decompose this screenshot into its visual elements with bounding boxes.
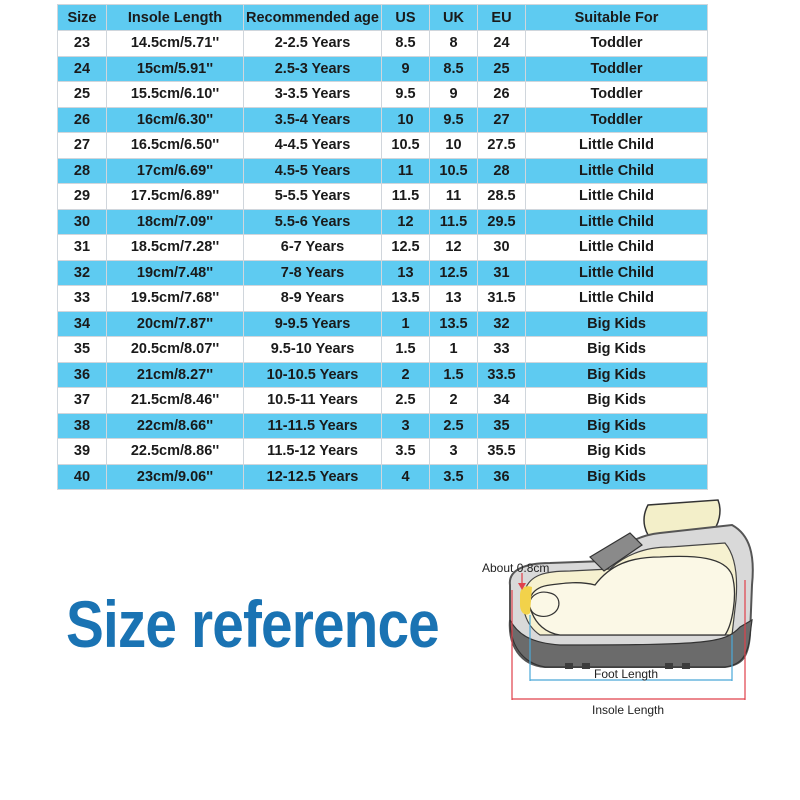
table-cell: 36 bbox=[478, 464, 526, 490]
toe-gap-label: About 0.8cm bbox=[482, 561, 550, 575]
table-row bbox=[58, 337, 708, 363]
table-cell: 27.5 bbox=[478, 133, 526, 159]
table-cell: 25 bbox=[478, 56, 526, 82]
table-cell: 17cm/6.69'' bbox=[107, 158, 244, 184]
table-row bbox=[58, 31, 708, 57]
table-row bbox=[58, 388, 708, 414]
table-cell: 26 bbox=[58, 107, 107, 133]
table-cell: 18.5cm/7.28'' bbox=[107, 235, 244, 261]
table-cell: 28 bbox=[478, 158, 526, 184]
table-cell: 16.5cm/6.50'' bbox=[107, 133, 244, 159]
table-cell: 32 bbox=[58, 260, 107, 286]
table-cell: 13.5 bbox=[382, 286, 430, 312]
table-row bbox=[58, 413, 708, 439]
table-cell: 31 bbox=[58, 235, 107, 261]
table-body bbox=[58, 31, 708, 490]
table-cell: 5-5.5 Years bbox=[244, 184, 382, 210]
table-cell: 11.5-12 Years bbox=[244, 439, 382, 465]
table-cell: 35.5 bbox=[478, 439, 526, 465]
table-cell: 12-12.5 Years bbox=[244, 464, 382, 490]
table-row bbox=[58, 133, 708, 159]
table-cell: 19.5cm/7.68'' bbox=[107, 286, 244, 312]
table-cell: 35 bbox=[478, 413, 526, 439]
table-cell: 3.5 bbox=[382, 439, 430, 465]
table-cell: Toddler bbox=[526, 56, 708, 82]
column-header: Recommended age bbox=[244, 5, 382, 31]
table-cell: 31.5 bbox=[478, 286, 526, 312]
table-cell: 2.5 bbox=[382, 388, 430, 414]
table-cell: 3 bbox=[382, 413, 430, 439]
table-cell: 23cm/9.06'' bbox=[107, 464, 244, 490]
column-header: UK bbox=[430, 5, 478, 31]
table-cell: Little Child bbox=[526, 133, 708, 159]
table-cell: 32 bbox=[478, 311, 526, 337]
table-cell: 30 bbox=[58, 209, 107, 235]
shoe-measurement-diagram bbox=[470, 495, 790, 725]
table-cell: Big Kids bbox=[526, 337, 708, 363]
table-cell: 10.5-11 Years bbox=[244, 388, 382, 414]
table-cell: 10.5 bbox=[382, 133, 430, 159]
table-cell: 13 bbox=[430, 286, 478, 312]
table-row bbox=[58, 439, 708, 465]
table-cell: 28.5 bbox=[478, 184, 526, 210]
table-row bbox=[58, 158, 708, 184]
table-cell: Little Child bbox=[526, 184, 708, 210]
table-cell: 3 bbox=[430, 439, 478, 465]
table-cell: 29 bbox=[58, 184, 107, 210]
table-cell: 17.5cm/6.89'' bbox=[107, 184, 244, 210]
table-cell: 12.5 bbox=[382, 235, 430, 261]
table-row bbox=[58, 260, 708, 286]
table-header-row bbox=[58, 5, 708, 31]
table-cell: 34 bbox=[58, 311, 107, 337]
table-row bbox=[58, 286, 708, 312]
table-cell: 11 bbox=[382, 158, 430, 184]
table-cell: 2 bbox=[382, 362, 430, 388]
table-cell: 39 bbox=[58, 439, 107, 465]
table-cell: 19cm/7.48'' bbox=[107, 260, 244, 286]
table-cell: 13.5 bbox=[430, 311, 478, 337]
insole-length-label: Insole Length bbox=[592, 703, 665, 717]
table-cell: 1.5 bbox=[382, 337, 430, 363]
table-cell: 40 bbox=[58, 464, 107, 490]
table-cell: 3.5 bbox=[430, 464, 478, 490]
table-cell: Little Child bbox=[526, 235, 708, 261]
table-cell: 8.5 bbox=[430, 56, 478, 82]
table-cell: 9 bbox=[430, 82, 478, 108]
table-cell: Toddler bbox=[526, 107, 708, 133]
table-cell: 7-8 Years bbox=[244, 260, 382, 286]
table-cell: Big Kids bbox=[526, 413, 708, 439]
table-cell: 9.5 bbox=[382, 82, 430, 108]
table-cell: 8 bbox=[430, 31, 478, 57]
table-cell: 23 bbox=[58, 31, 107, 57]
table-cell: 37 bbox=[58, 388, 107, 414]
table-cell: Little Child bbox=[526, 286, 708, 312]
table-cell: 20cm/7.87'' bbox=[107, 311, 244, 337]
table-cell: Big Kids bbox=[526, 388, 708, 414]
table-cell: 9.5 bbox=[430, 107, 478, 133]
table-cell: 8-9 Years bbox=[244, 286, 382, 312]
table-row bbox=[58, 82, 708, 108]
table-cell: 9.5-10 Years bbox=[244, 337, 382, 363]
table-cell: 11.5 bbox=[430, 209, 478, 235]
table-cell: 21.5cm/8.46'' bbox=[107, 388, 244, 414]
toe-padding bbox=[520, 586, 532, 614]
table-cell: 12.5 bbox=[430, 260, 478, 286]
column-header: Size bbox=[58, 5, 107, 31]
table-cell: 18cm/7.09'' bbox=[107, 209, 244, 235]
table-cell: 33 bbox=[478, 337, 526, 363]
table-cell: 31 bbox=[478, 260, 526, 286]
table-cell: Big Kids bbox=[526, 464, 708, 490]
table-cell: 12 bbox=[430, 235, 478, 261]
table-cell: 22cm/8.66'' bbox=[107, 413, 244, 439]
table-cell: 9 bbox=[382, 56, 430, 82]
table-row bbox=[58, 107, 708, 133]
size-chart-table bbox=[57, 4, 708, 490]
table-cell: 6-7 Years bbox=[244, 235, 382, 261]
column-header: US bbox=[382, 5, 430, 31]
table-cell: 24 bbox=[58, 56, 107, 82]
foot-length-label: Foot Length bbox=[594, 667, 659, 681]
table-cell: 3.5-4 Years bbox=[244, 107, 382, 133]
table-cell: 14.5cm/5.71'' bbox=[107, 31, 244, 57]
table-cell: 2.5 bbox=[430, 413, 478, 439]
table-cell: 10 bbox=[382, 107, 430, 133]
table-cell: 27 bbox=[58, 133, 107, 159]
table-cell: Toddler bbox=[526, 82, 708, 108]
table-cell: 11.5 bbox=[382, 184, 430, 210]
table-cell: 1 bbox=[382, 311, 430, 337]
table-cell: 36 bbox=[58, 362, 107, 388]
table-cell: 10-10.5 Years bbox=[244, 362, 382, 388]
table-row bbox=[58, 209, 708, 235]
table-cell: 15cm/5.91'' bbox=[107, 56, 244, 82]
table-cell: 27 bbox=[478, 107, 526, 133]
table-cell: 4 bbox=[382, 464, 430, 490]
toe-shape bbox=[530, 592, 559, 616]
table-cell: 33.5 bbox=[478, 362, 526, 388]
table-cell: 11 bbox=[430, 184, 478, 210]
table-row bbox=[58, 235, 708, 261]
table-cell: 28 bbox=[58, 158, 107, 184]
size-reference-title: Size reference bbox=[66, 587, 439, 661]
table-cell: 30 bbox=[478, 235, 526, 261]
table-cell: 1.5 bbox=[430, 362, 478, 388]
table-cell: 2.5-3 Years bbox=[244, 56, 382, 82]
table-cell: 5.5-6 Years bbox=[244, 209, 382, 235]
table-cell: 33 bbox=[58, 286, 107, 312]
table-row bbox=[58, 311, 708, 337]
table-cell: 4.5-5 Years bbox=[244, 158, 382, 184]
table-cell: 4-4.5 Years bbox=[244, 133, 382, 159]
table-cell: 25 bbox=[58, 82, 107, 108]
table-cell: Big Kids bbox=[526, 311, 708, 337]
table-cell: 11-11.5 Years bbox=[244, 413, 382, 439]
table-cell: 10.5 bbox=[430, 158, 478, 184]
table-row bbox=[58, 362, 708, 388]
column-header: Suitable For bbox=[526, 5, 708, 31]
table-cell: 34 bbox=[478, 388, 526, 414]
table-row bbox=[58, 56, 708, 82]
table-cell: 35 bbox=[58, 337, 107, 363]
table-cell: Toddler bbox=[526, 31, 708, 57]
table-row bbox=[58, 464, 708, 490]
table-cell: 29.5 bbox=[478, 209, 526, 235]
table-cell: 2 bbox=[430, 388, 478, 414]
table-cell: 8.5 bbox=[382, 31, 430, 57]
column-header: Insole Length bbox=[107, 5, 244, 31]
table-cell: Little Child bbox=[526, 209, 708, 235]
table-cell: 24 bbox=[478, 31, 526, 57]
table-cell: 15.5cm/6.10'' bbox=[107, 82, 244, 108]
table-cell: Little Child bbox=[526, 158, 708, 184]
table-cell: 21cm/8.27'' bbox=[107, 362, 244, 388]
table-cell: 20.5cm/8.07'' bbox=[107, 337, 244, 363]
table-cell: 22.5cm/8.86'' bbox=[107, 439, 244, 465]
table-cell: 2-2.5 Years bbox=[244, 31, 382, 57]
table-cell: 26 bbox=[478, 82, 526, 108]
table-cell: 10 bbox=[430, 133, 478, 159]
table-cell: 9-9.5 Years bbox=[244, 311, 382, 337]
table-cell: Big Kids bbox=[526, 439, 708, 465]
table-cell: 1 bbox=[430, 337, 478, 363]
table-cell: Little Child bbox=[526, 260, 708, 286]
table-cell: 38 bbox=[58, 413, 107, 439]
table-cell: 12 bbox=[382, 209, 430, 235]
table-cell: 13 bbox=[382, 260, 430, 286]
table-cell: 16cm/6.30'' bbox=[107, 107, 244, 133]
table-cell: 3-3.5 Years bbox=[244, 82, 382, 108]
table-cell: Big Kids bbox=[526, 362, 708, 388]
column-header: EU bbox=[478, 5, 526, 31]
table-row bbox=[58, 184, 708, 210]
